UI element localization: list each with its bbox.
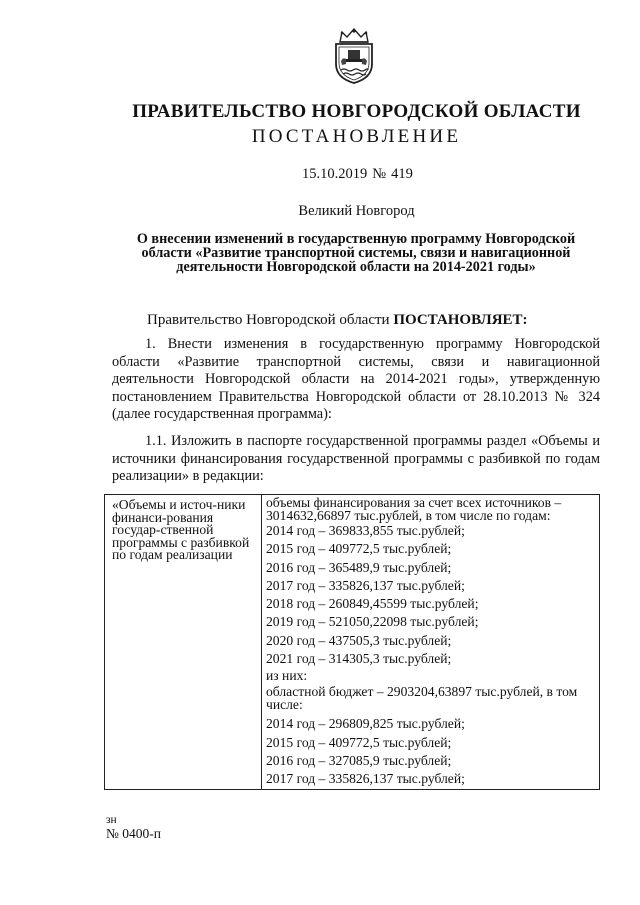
resolve-prefix: Правительство Новгородской области [147, 312, 394, 328]
financing-table-row [105, 495, 600, 790]
document-date-number [302, 166, 413, 183]
footer-code: зн [106, 814, 117, 826]
resolve-keyword: ПОСТАНОВЛЯЕТ: [393, 312, 528, 328]
number-sign: № [372, 166, 387, 182]
regional-year-2017: 2017 год – 335826,137 тыс.рублей; [266, 771, 465, 787]
government-title: ПРАВИТЕЛЬСТВО НОВГОРОДСКОЙ ОБЛАСТИ [132, 101, 581, 122]
document-city: Великий Новгород [298, 203, 415, 219]
regional-year-2015: 2015 год – 409772,5 тыс.рублей; [266, 734, 452, 750]
coat-of-arms-emblem [331, 28, 377, 84]
total-year-2014: 2014 год – 369833,855 тыс.рублей; [266, 523, 465, 538]
financing-table-right-cell [262, 495, 600, 790]
of-which-label: из них: [266, 668, 308, 684]
total-year-2019: 2019 год – 521050,22098 тыс.рублей; [266, 614, 479, 630]
total-year-2021: 2021 год – 314305,3 тыс.рублей; [266, 651, 452, 667]
document-subject [115, 232, 597, 274]
total-year-2016: 2016 год – 365489,9 тыс.рублей; [266, 559, 452, 575]
subject-line-3: деятельности Новгородской области на 2014-2021 годы» [176, 259, 536, 275]
total-year-2017: 2017 год – 335826,137 тыс.рублей; [266, 577, 465, 593]
regional-year-2014: 2014 год – 296809,825 тыс.рублей; [266, 716, 465, 732]
subject-line-2: области «Развитие транспортной системы, связи и навигационной [141, 245, 571, 261]
total-year-2018: 2018 год – 260849,45599 тыс.рублей; [266, 596, 479, 612]
total-year-2015: 2015 год – 409772,5 тыс.рублей; [266, 541, 452, 557]
regional-budget-intro: областной бюджет – 2903204,63897 тыс.рублей, в том числе: [266, 684, 578, 712]
paragraph-1-1: 1.1. Изложить в паспорте государственной программы раздел «Объемы и источники финансирования государственной программы с разбивкой по годам реализации» в редакции: [112, 433, 600, 484]
subject-line-1: О внесении изменений в государственную программу Новгородской [136, 231, 576, 247]
total-year-2020: 2020 год – 437505,3 тыс.рублей; [266, 632, 452, 648]
document-date: 15.10.2019 [302, 166, 368, 182]
document-footer [106, 815, 161, 842]
resolve-paragraph [147, 312, 528, 330]
document-type: ПОСТАНОВЛЕНИЕ [251, 126, 462, 147]
footer-doc-number: № 0400-п [106, 826, 161, 841]
total-financing-intro: объемы финансирования за счет всех источников – 3014632,66897 тыс.рублей, в том числе по годам: [266, 495, 562, 523]
regional-year-2016: 2016 год – 327085,9 тыс.рублей; [266, 752, 452, 768]
financing-table-left-cell: «Объемы и источ-ники финанси-рования государ-ственной программы с разбивкой по годам реализации [105, 495, 262, 790]
financing-table [104, 494, 600, 790]
paragraph-1: 1. Внести изменения в государственную программу Новгородской области «Развитие транспортной системы, связи и навигационной деятельности Новгородской области на 2014-2021 годы», утвержденную постановлением Правительства Новгородской области от 28.10.2013 № 324 (далее государственная программа): [112, 336, 600, 422]
document-number: 419 [391, 166, 413, 182]
